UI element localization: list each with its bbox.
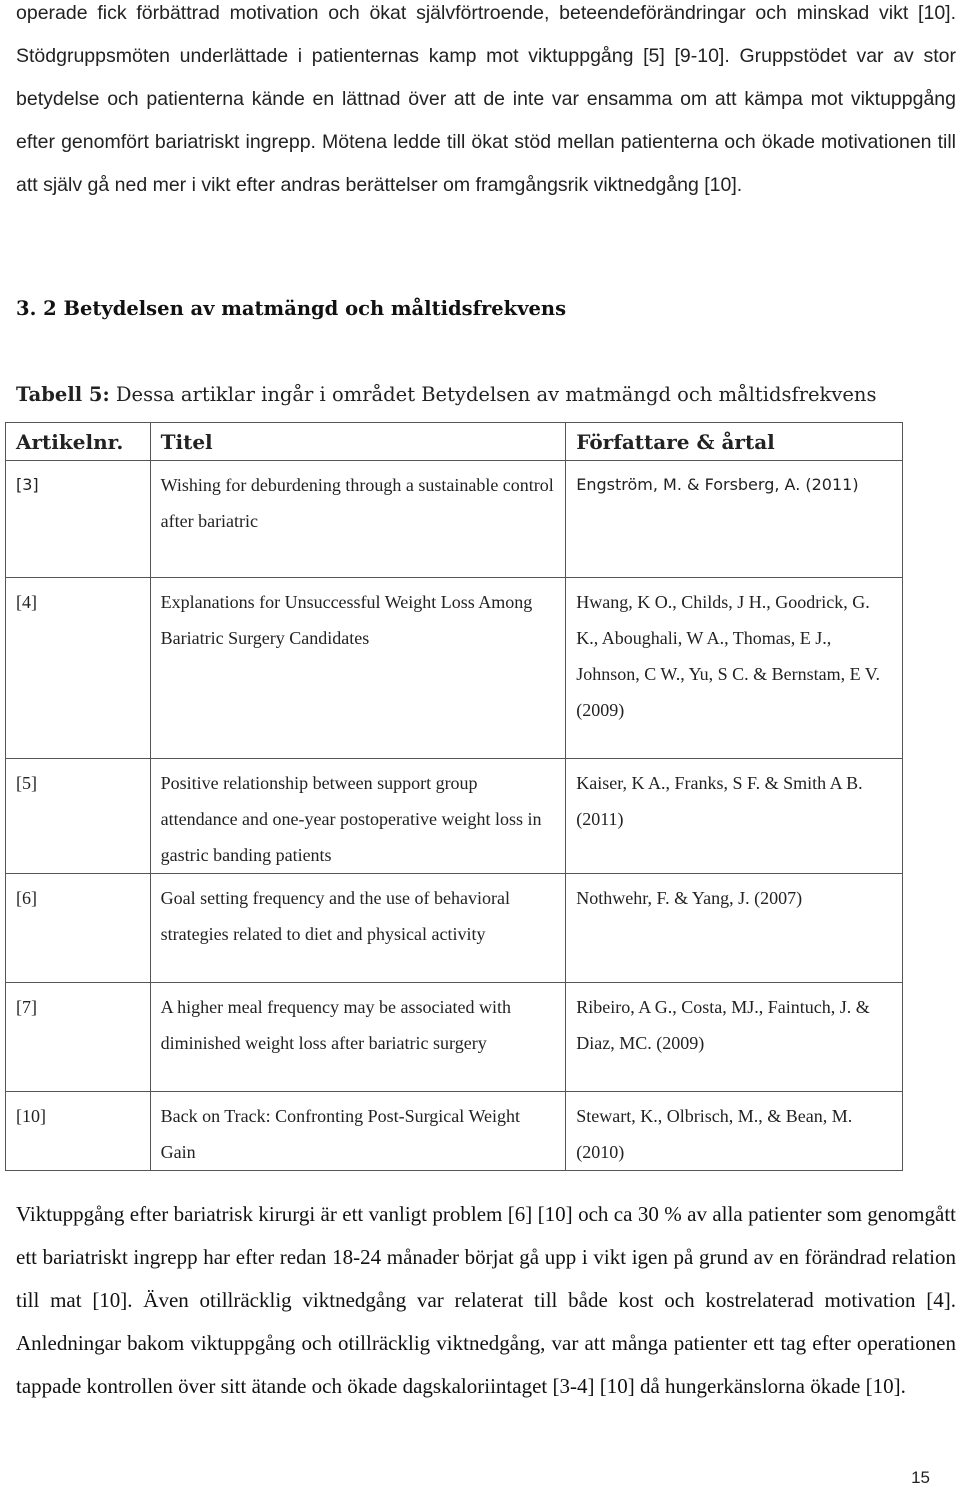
cell-title: Goal setting frequency and the use of behavioral strategies related to diet and physical activity: [150, 874, 566, 983]
section-heading: 3. 2 Betydelsen av matmängd och måltidsfrekvens: [16, 297, 567, 320]
table-row: [6, 983, 903, 1092]
cell-article-number: [10]: [6, 1092, 151, 1171]
body-paragraph: Viktuppgång efter bariatrisk kirurgi är ett vanligt problem [6] [10] och ca 30 % av alla patienter som genomgått ett bariatriskt ingrepp har efter redan 18-24 månader börjat gå upp i vikt igen på grund av en förändrad relation till mat [10]. Även otillräcklig viktnedgång var relaterat till både kost och kostrelaterad motivation [4]. Anledningar bakom viktuppgång och otillräcklig viktnedgång, var att många patienter ett tag efter operationen tappade kontrollen över sitt ätande och ökade dagskaloriintaget [3-4] [10] då hungerkänslorna ökade [10].: [16, 1202, 956, 1398]
cell-article-number: [7]: [6, 983, 151, 1092]
header-title: Titel: [150, 423, 566, 461]
cell-authors: Kaiser, K A., Franks, S F. & Smith A B. (2011): [566, 759, 903, 874]
table-header-row: [6, 423, 903, 461]
cell-title: Explanations for Unsuccessful Weight Loss Among Bariatric Surgery Candidates: [150, 578, 566, 759]
table-row: [6, 461, 903, 578]
table-caption-text: Dessa artiklar ingår i området Betydelsen av matmängd och måltidsfrekvens: [109, 383, 877, 406]
table-row: [6, 759, 903, 874]
cell-authors: Ribeiro, A G., Costa, MJ., Faintuch, J. & Diaz, MC. (2009): [566, 983, 903, 1092]
table-caption-label: Tabell 5:: [16, 383, 110, 406]
cell-title: A higher meal frequency may be associated with diminished weight loss after bariatric surgery: [150, 983, 566, 1092]
cell-authors: Engström, M. & Forsberg, A. (2011): [566, 461, 903, 578]
cell-authors: Nothwehr, F. & Yang, J. (2007): [566, 874, 903, 983]
header-article-number: Artikelnr.: [6, 423, 151, 461]
articles-table: [5, 422, 903, 1171]
cell-title: Wishing for deburdening through a sustainable control after bariatric: [150, 461, 566, 578]
page-number: 15: [911, 1468, 930, 1487]
table-row: [6, 578, 903, 759]
cell-title: Back on Track: Confronting Post-Surgical Weight Gain: [150, 1092, 566, 1171]
cell-authors: Stewart, K., Olbrisch, M., & Bean, M. (2010): [566, 1092, 903, 1171]
cell-article-number: [4]: [6, 578, 151, 759]
cell-article-number: [3]: [6, 461, 151, 578]
table-caption: [16, 383, 877, 406]
table-row: [6, 1092, 903, 1171]
cell-article-number: [6]: [6, 874, 151, 983]
header-authors-year: Författare & årtal: [566, 423, 903, 461]
intro-paragraph: operade fick förbättrad motivation och ökat självförtroende, beteendeförändringar och minskad vikt [10]. Stödgruppsmöten underlättade i patienternas kamp mot viktuppgång [5] [9-10]. Gruppstödet var av stor betydelse och patienterna kände en lättnad över att de inte var ensamma om att kämpa mot viktuppgång efter genomfört bariatriskt ingrepp. Mötena ledde till ökat stöd mellan patienterna och ökade motivationen till att själv gå ned mer i vikt efter andras berättelser om framgångsrik viktnedgång [10].: [16, 2, 956, 196]
cell-title: Positive relationship between support group attendance and one-year postoperative weight loss in gastric banding patients: [150, 759, 566, 874]
cell-article-number: [5]: [6, 759, 151, 874]
cell-authors: Hwang, K O., Childs, J H., Goodrick, G. K., Aboughali, W A., Thomas, E J., Johnson, C W., Yu, S C. & Bernstam, E V. (2009): [566, 578, 903, 759]
table-row: [6, 874, 903, 983]
